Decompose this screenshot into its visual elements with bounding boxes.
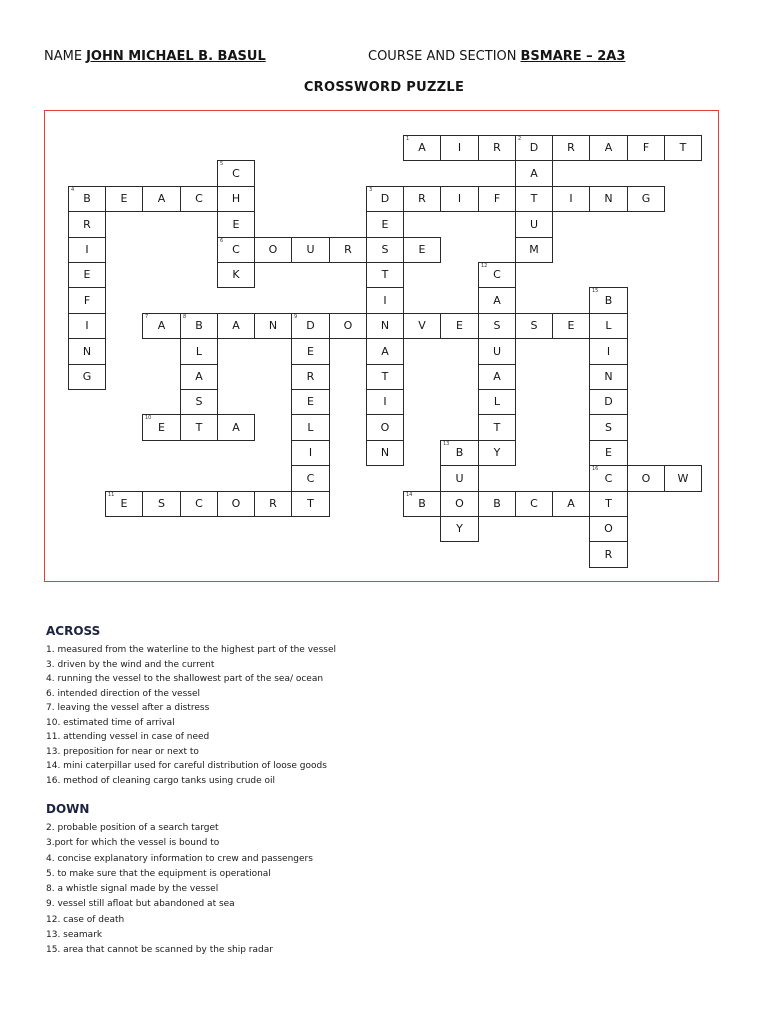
clue-item: 3. driven by the wind and the current [46, 659, 215, 670]
crossword-cell [291, 414, 330, 441]
cell-letter: A [232, 420, 240, 434]
clue-number: 15 [592, 288, 599, 294]
clue-item: 11. attending vessel in case of need [46, 732, 210, 742]
cell-letter: B [493, 497, 501, 510]
cell-letter: C [232, 166, 240, 180]
crossword-cell [254, 491, 292, 517]
crossword-cell [664, 135, 702, 161]
cell-letter: C [530, 497, 538, 510]
crossword-cell [627, 135, 665, 161]
crossword-cell [478, 389, 516, 415]
crossword-cell [291, 440, 330, 466]
crossword-cell [217, 262, 255, 288]
cell-letter: A [381, 344, 389, 358]
cell-letter: H [231, 192, 241, 205]
cell-letter: E [120, 192, 128, 205]
crossword-cell [515, 491, 553, 517]
clue-number: 4 [71, 187, 75, 193]
crossword-cell [627, 465, 665, 492]
cell-letter: I [383, 293, 387, 307]
clue-item: 7. leaving the vessel after a distress [46, 703, 210, 713]
cell-letter: O [455, 497, 464, 510]
cell-letter: D [380, 192, 390, 205]
crossword-cell [589, 414, 628, 441]
clue-item: 5. to make sure that the equipment is operational [46, 868, 271, 879]
cell-letter: I [569, 192, 573, 205]
across-heading: ACROSS [46, 624, 101, 638]
clue-item: 10. estimated time of arrival [46, 717, 175, 728]
crossword-cell [552, 313, 590, 339]
cell-letter: S [381, 243, 389, 256]
cell-letter: E [158, 420, 165, 434]
crossword-cell [217, 313, 255, 339]
crossword-cell [366, 414, 404, 441]
crossword-cell [515, 211, 553, 238]
crossword-cell [478, 186, 516, 212]
cell-letter: R [493, 141, 501, 154]
cell-letter: T [605, 497, 612, 510]
cell-letter: A [195, 370, 203, 383]
across-clue-list [46, 643, 336, 788]
crossword-cell [217, 160, 255, 187]
crossword-cell [366, 440, 404, 466]
crossword-cell [105, 491, 143, 517]
crossword-cell [68, 364, 106, 390]
cell-letter: R [344, 243, 352, 256]
cell-letter: C [195, 192, 203, 205]
crossword-cell [180, 389, 218, 415]
crossword-cell [589, 465, 628, 492]
crossword-cell [217, 414, 255, 441]
cell-letter: N [380, 319, 390, 332]
crossword-cell [478, 287, 516, 314]
cell-letter: I [457, 192, 462, 205]
cell-letter: A [530, 166, 538, 180]
clue-number: 12 [481, 263, 488, 269]
crossword-cell [478, 440, 516, 466]
cell-letter: U [492, 344, 502, 358]
cell-letter: I [606, 344, 611, 358]
cell-letter: A [567, 497, 575, 510]
crossword-cell [589, 338, 628, 365]
crossword-cell [291, 237, 330, 263]
crossword-cell [180, 414, 218, 441]
crossword-cell [403, 237, 441, 263]
crossword-cell [366, 262, 404, 288]
cell-letter: E [381, 217, 389, 231]
cell-letter: E [307, 344, 314, 358]
cell-letter: N [380, 446, 390, 459]
clue-item: 3.port for which the vessel is bound to [46, 838, 220, 849]
clue-item: 9. vessel still afloat but abandoned at sea [46, 899, 235, 910]
crossword-cell [68, 211, 106, 238]
cell-letter: R [269, 497, 277, 510]
cell-letter: R [418, 192, 426, 205]
course-section-line [368, 49, 625, 64]
clue-number: 13 [443, 441, 450, 447]
cell-letter: D [306, 319, 315, 332]
crossword-cell [552, 491, 590, 517]
cell-letter: N [82, 344, 92, 358]
cell-letter: W [677, 471, 689, 485]
crossword-cell [366, 186, 404, 212]
crossword-cell [589, 186, 628, 212]
crossword-cell [627, 186, 665, 212]
cell-letter: B [418, 497, 426, 510]
crossword-cell [180, 313, 218, 339]
clue-item: 2. probable position of a search target [46, 823, 219, 833]
clue-number: 2 [518, 136, 522, 142]
crossword-cell [180, 364, 218, 390]
crossword-cell [478, 364, 516, 390]
cell-letter: B [83, 192, 91, 205]
cell-letter: R [604, 547, 613, 561]
crossword-cell [403, 313, 441, 339]
cell-letter: A [418, 141, 426, 154]
clue-item: 14. mini caterpillar used for careful distribution of loose goods [46, 761, 327, 771]
cell-letter: C [306, 471, 315, 485]
crossword-cell [515, 160, 553, 187]
crossword-cell [142, 491, 181, 517]
crossword-cell [515, 135, 553, 161]
crossword-cell [478, 313, 516, 339]
cell-letter: Y [493, 446, 501, 459]
crossword-cell [515, 186, 553, 212]
clue-number: 11 [108, 492, 115, 498]
crossword-cell [329, 313, 367, 339]
cell-letter: I [85, 319, 89, 332]
cell-letter: S [158, 497, 165, 510]
crossword-cell [478, 338, 516, 365]
crossword-cell [68, 262, 106, 288]
cell-letter: M [529, 243, 539, 256]
crossword-cell [589, 364, 628, 390]
crossword-cell [440, 313, 479, 339]
crossword-cell [589, 440, 628, 466]
crossword-cell [68, 237, 106, 263]
cell-letter: N [604, 192, 613, 205]
cell-letter: L [307, 420, 314, 434]
crossword-cell [217, 237, 255, 263]
clue-item: 6. intended direction of the vessel [46, 688, 200, 699]
cell-letter: E [232, 217, 240, 231]
crossword-cell [180, 491, 218, 517]
cell-letter: F [83, 293, 91, 307]
crossword-cell [217, 186, 255, 212]
clue-item: 4. running the vessel to the shallowest part of the sea/ ocean [46, 674, 324, 684]
cell-letter: I [308, 446, 313, 459]
crossword-cell [291, 389, 330, 415]
cell-letter: E [605, 446, 612, 459]
cell-letter: C [232, 243, 240, 256]
crossword-cell [254, 237, 292, 263]
course-section-value: BSMARE – 2A3 [520, 49, 626, 64]
crossword-cell [515, 237, 553, 263]
crossword-cell [291, 313, 330, 339]
crossword-cell [254, 313, 292, 339]
crossword-cell [291, 338, 330, 365]
cell-letter: C [195, 497, 203, 510]
cell-letter: S [195, 395, 203, 408]
cell-letter: A [232, 319, 240, 332]
cell-letter: C [493, 268, 501, 281]
crossword-cell [142, 313, 181, 339]
cell-letter: S [530, 319, 538, 332]
crossword-cell [440, 135, 479, 161]
cell-letter: I [383, 395, 387, 408]
cell-letter: T [195, 420, 203, 434]
cell-letter: Y [456, 522, 463, 535]
course-label: COURSE AND SECTION [368, 49, 517, 64]
crossword-cell [68, 287, 106, 314]
cell-letter: N [604, 370, 613, 383]
crossword-cell [589, 135, 628, 161]
cell-letter: U [306, 243, 315, 256]
cell-letter: C [604, 471, 613, 485]
clue-number: 1 [406, 136, 410, 142]
cell-letter: G [641, 192, 651, 205]
crossword-cell [664, 465, 702, 492]
crossword-cell [180, 338, 218, 365]
cell-letter: K [232, 268, 240, 281]
cell-letter: U [529, 217, 539, 231]
cell-letter: T [381, 370, 389, 383]
clue-number: 10 [145, 415, 152, 421]
cell-letter: B [604, 293, 613, 307]
clue-number: 3 [369, 187, 373, 193]
cell-letter: E [307, 395, 314, 408]
cell-letter: E [83, 268, 91, 281]
crossword-cell [589, 516, 628, 542]
cell-letter: V [418, 319, 426, 332]
crossword-cell [68, 186, 106, 212]
crossword-cell [68, 313, 106, 339]
cell-letter: T [530, 192, 538, 205]
clue-number: 8 [183, 314, 187, 320]
cell-letter: D [604, 395, 613, 408]
cell-letter: O [268, 243, 278, 256]
down-heading: DOWN [46, 802, 90, 816]
crossword-cell [291, 364, 330, 390]
page-title: CROSSWORD PUZZLE [303, 80, 465, 95]
crossword-cell [440, 491, 479, 517]
cell-letter: O [343, 319, 353, 332]
cell-letter: E [456, 319, 463, 332]
cell-letter: B [455, 446, 464, 459]
clue-item: 4. concise explanatory information to crew and passengers [46, 853, 313, 864]
crossword-cell [478, 491, 516, 517]
crossword-cell [440, 516, 479, 542]
cell-letter: B [195, 319, 203, 332]
cell-letter: G [82, 370, 92, 383]
cell-letter: A [604, 141, 613, 154]
crossword-cell [440, 440, 479, 466]
crossword-cell [589, 389, 628, 415]
cell-letter: A [157, 192, 166, 205]
crossword-cell [403, 135, 441, 161]
cell-letter: O [231, 497, 241, 510]
name-label: NAME [44, 49, 83, 64]
crossword-cell [366, 287, 404, 314]
crossword-cell [589, 541, 628, 568]
crossword-cell [478, 135, 516, 161]
clue-item: 13. seamark [46, 930, 103, 941]
crossword-grid [68, 135, 704, 569]
crossword-cell [291, 465, 330, 492]
clue-item: 1. measured from the waterline to the highest part of the vessel [46, 645, 336, 655]
cell-letter: F [493, 192, 501, 205]
down-clue-list [46, 821, 313, 959]
crossword-cell [440, 465, 479, 492]
clue-number: 16 [592, 466, 599, 472]
crossword-cell [366, 237, 404, 263]
cell-letter: O [641, 471, 651, 485]
crossword-cell [552, 135, 590, 161]
cell-letter: I [85, 243, 89, 256]
clue-item: 12. case of death [46, 914, 125, 925]
cell-letter: T [679, 141, 687, 154]
cell-letter: I [457, 141, 462, 154]
cell-letter: A [493, 370, 501, 383]
cell-letter: E [120, 497, 128, 510]
crossword-cell [366, 364, 404, 390]
clue-item: 13. preposition for near or next to [46, 746, 199, 757]
student-name: JOHN MICHAEL B. BASUL [86, 49, 266, 64]
cell-letter: L [605, 319, 612, 332]
crossword-cell [180, 186, 218, 212]
clue-item: 8. a whistle signal made by the vessel [46, 884, 219, 895]
name-line [44, 49, 266, 64]
cell-letter: R [83, 217, 91, 231]
crossword-cell [366, 211, 404, 238]
cell-letter: O [380, 420, 390, 434]
cell-letter: N [268, 319, 278, 332]
crossword-cell [440, 186, 479, 212]
clue-item: 16. method of cleaning cargo tanks using crude oil [46, 775, 276, 786]
clue-number: 7 [145, 314, 149, 320]
cell-letter: E [567, 319, 575, 332]
clue-number: 6 [220, 238, 224, 244]
cell-letter: A [493, 293, 501, 307]
crossword-cell [403, 491, 441, 517]
cell-letter: L [493, 395, 501, 408]
crossword-cell [478, 414, 516, 441]
cell-letter: S [493, 319, 501, 332]
crossword-cell [68, 338, 106, 365]
clue-number: 5 [220, 161, 224, 167]
cell-letter: O [604, 522, 613, 535]
cell-letter: T [307, 497, 314, 510]
cell-letter: F [642, 141, 650, 154]
cell-letter: S [605, 420, 612, 434]
cell-letter: E [418, 243, 426, 256]
crossword-cell [403, 186, 441, 212]
cell-letter: A [157, 319, 166, 332]
crossword-cell [589, 287, 628, 314]
clue-number: 9 [294, 314, 298, 320]
cell-letter: L [195, 344, 203, 358]
crossword-cell [142, 186, 181, 212]
cell-letter: D [529, 141, 539, 154]
crossword-cell [589, 313, 628, 339]
crossword-cell [142, 414, 181, 441]
crossword-cell [217, 491, 255, 517]
cell-letter: T [381, 268, 389, 281]
crossword-cell [329, 237, 367, 263]
crossword-cell [366, 389, 404, 415]
cell-letter: U [455, 471, 464, 485]
crossword-cell [291, 491, 330, 517]
crossword-cell [217, 211, 255, 238]
clue-item: 15. area that cannot be scanned by the ship radar [46, 945, 273, 956]
crossword-cell [552, 186, 590, 212]
clue-number: 14 [406, 492, 413, 498]
crossword-cell [366, 338, 404, 365]
crossword-cell [105, 186, 143, 212]
cell-letter: R [567, 141, 575, 154]
crossword-cell [515, 313, 553, 339]
cell-letter: T [493, 420, 501, 434]
crossword-cell [366, 313, 404, 339]
crossword-cell [478, 262, 516, 288]
crossword-cell [589, 491, 628, 517]
cell-letter: R [306, 370, 315, 383]
